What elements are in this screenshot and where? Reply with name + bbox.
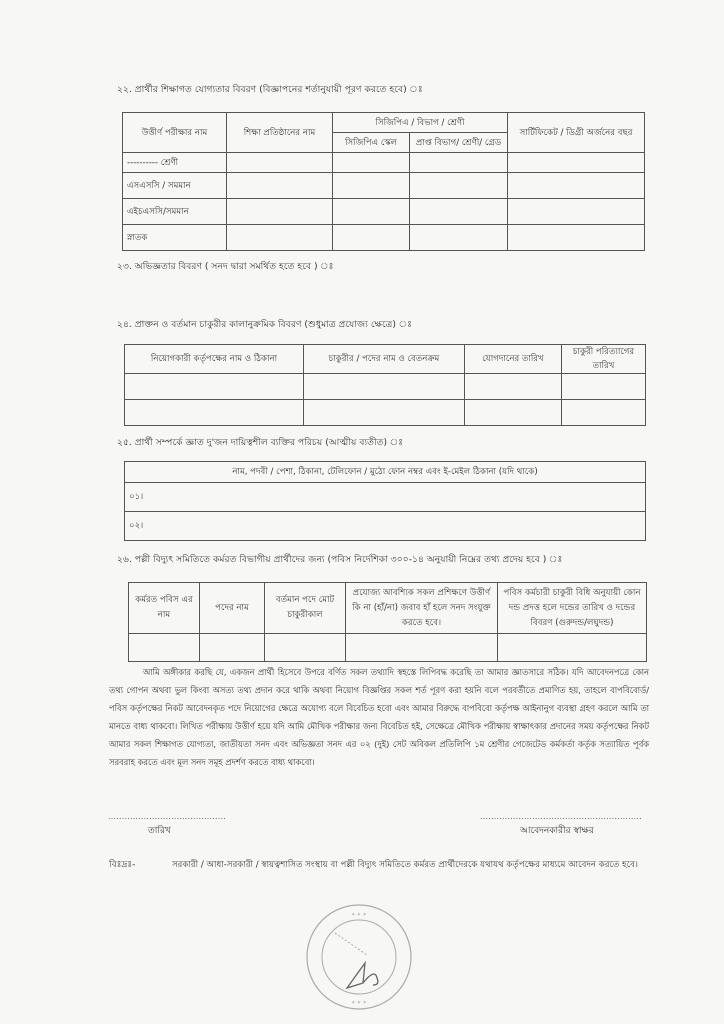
header-exam-name: উত্তীর্ণ পরীক্ষার নাম [123, 113, 227, 153]
table-row [129, 634, 647, 662]
applicant-signature-label: আবেদনকারীর স্বাক্ষর [520, 826, 594, 836]
section-25-title: ২৫. প্রার্থী সম্পর্কে জ্ঞাত দু'জন দায়িত্বশীল ব্যক্তির পরিচয় (আত্মীয় ব্যতীত) ঃ [117, 437, 404, 448]
header-training: প্রযোজ্য আবশ্যিক সকল প্রশিক্ষণে উত্তীর্ণ কি না (হাঁ/না) জবাব হাঁ হলে সনদ সংযুক্ত করতে হবে। [346, 583, 498, 634]
input-cell[interactable] [227, 199, 333, 225]
header-leaving-date: চাকুরী পরিত্যাগের তারিখ [562, 345, 646, 374]
row-label: স্নাতক [123, 225, 227, 251]
input-cell[interactable] [562, 374, 646, 400]
input-cell[interactable] [304, 374, 465, 400]
header-reference-details: নাম, পদবী / পেশা, ঠিকানা, টেলিফোন / মুঠো ফোন নম্বর এবং ই-মেইল ঠিকানা (যদি থাকে) [125, 462, 646, 483]
section-23-title: ২৩. অভিজ্ঞতার বিবরণ ( সনদ দ্বারা সমর্থিত হতে হবে ) ঃ [117, 261, 334, 272]
table-row [125, 374, 646, 400]
input-cell[interactable] [227, 173, 333, 199]
declaration-paragraph [109, 663, 649, 771]
header-gpa-scale: সিজিপিএ স্কেল [333, 133, 410, 153]
row-label: ---------- শ্রেণী [123, 153, 227, 173]
input-cell[interactable] [333, 153, 410, 173]
input-cell[interactable] [227, 153, 333, 173]
input-cell[interactable] [508, 153, 645, 173]
date-label: তারিখ [148, 826, 171, 836]
table-row [123, 173, 645, 199]
input-cell[interactable] [465, 374, 562, 400]
header-service-length: বর্তমান পদে মোট চাকুরীকাল [265, 583, 346, 634]
note-text: সরকারী / আধা-সরকারী / স্বায়ত্বশাসিত সংস্থায় বা পল্লী বিদ্যুৎ সমিতিতে কর্মরত প্রার্থীদেরকে যথাযথ কর্তৃপক্ষের মাধ্যমে আবেদন করতে হবে। [172, 860, 638, 870]
input-cell[interactable] [333, 199, 410, 225]
input-cell[interactable] [200, 634, 265, 662]
input-cell[interactable] [410, 173, 508, 199]
header-institution: শিক্ষা প্রতিষ্ঠানের নাম [227, 113, 333, 153]
table-row [123, 199, 645, 225]
signature-line[interactable]: ........................................................... [480, 812, 642, 821]
table-row [123, 225, 645, 251]
note-label: বিঃদ্রঃ- [109, 860, 136, 870]
header-gpa-group: সিজিপিএ / বিভাগ / শ্রেণী [333, 113, 508, 133]
header-post-name: পদের নাম [200, 583, 265, 634]
table-row [125, 483, 646, 512]
header-employer: নিয়োগকারী কর্তৃপক্ষের নাম ও ঠিকানা [125, 345, 304, 374]
row-label: এসএসসি / সমমান [123, 173, 227, 199]
svg-text:✶ ✶ ✶: ✶ ✶ ✶ [351, 912, 367, 918]
input-cell[interactable] [125, 374, 304, 400]
input-cell[interactable] [304, 400, 465, 426]
svg-text:✶ ✶ ✶: ✶ ✶ ✶ [351, 1000, 367, 1006]
references-table [124, 461, 646, 541]
row-label: এইচএসসি/সমমান [123, 199, 227, 225]
header-penalty: পবিস কর্মচারী চাকুরী বিধি অনুযায়ী কোন দন্ড প্রদত্ত হলে দন্ডের তারিখ ও দন্ডের বিবরণ (গুরুদন্ড/লঘুদন্ড) [498, 583, 647, 634]
input-cell[interactable] [410, 153, 508, 173]
education-table [122, 112, 645, 251]
input-cell[interactable] [346, 634, 498, 662]
reference-2-field[interactable]: ০২। [125, 512, 646, 541]
header-obtained: প্রাপ্ত বিভাগ/ শ্রেণী/ গ্রেড [410, 133, 508, 153]
input-cell[interactable] [410, 225, 508, 251]
header-pbs-name: কর্মরত পবিস এর নাম [129, 583, 200, 634]
pbs-employee-table [128, 582, 647, 662]
table-row [125, 400, 646, 426]
input-cell[interactable] [410, 199, 508, 225]
input-cell[interactable] [498, 634, 647, 662]
input-cell[interactable] [508, 199, 645, 225]
header-post-salary: চাকুরীর / পদের নাম ও বেতনক্রম [304, 345, 465, 374]
reference-1-field[interactable]: ০১। [125, 483, 646, 512]
header-cert-year: সার্টিফিকেট / ডিগ্রী অর্জনের বছর [508, 113, 645, 153]
section-24-title: ২৪. প্রাক্তন ও বর্তমান চাকুরীর কালানুক্রমিক বিবরণ (শুধুমাত্র প্রযোজ্য ক্ষেত্রে) ঃ [117, 319, 413, 330]
table-row [123, 153, 645, 173]
official-seal-icon [305, 903, 413, 1011]
header-joining-date: যোগদানের তারিখ [465, 345, 562, 374]
date-line[interactable]: ........................................... [108, 812, 226, 821]
declaration-text: আমি অঙ্গীকার করছি যে, একজন প্রার্থী হিসেবে উপরে বর্ণিত সকল তথ্যাদি স্বহস্তে লিপিবদ্ধ করেছি তা আমার জ্ঞাতসারে সঠিক। যদি আবেদনপত্রে কোন তথ্য গোপন অথবা ভুল কিংবা অসত্য তথ্য প্রদান করে থাকি অথবা নিয়োগ বিজ্ঞপ্তির সকল শর্ত পূরণ করা হয়নি বলে পরবর্তীতে প্রমাণিত হয়, তাহলে বাপবিবোর্ড/ পবিস কর্তৃপক্ষের নিকট আবেদনকৃত পদে নিয়োগের ক্ষেত্রে অযোগ্য বলে বিবেচিত হবো এবং আমার বিরুদ্ধে বাপবিবো কর্তৃপক্ষ আইনানুগ ব্যবস্থা গ্রহণ করলে আমি তা মানতে বাধ্য থাকবো। লিখিত পরীক্ষায় উত্তীর্ণ হয়ে যদি আমি মৌখিক পরীক্ষার জন্য বিবেচিত হই, সেক্ষেত্রে মৌখিক পরীক্ষায় স্বাক্ষাৎকার প্রদানের সময় কর্তৃপক্ষের নিকট আমার সকল শিক্ষাগত যোগ্যতা, জাতীয়তা সনদ এবং অভিজ্ঞতা সনদ এর ০২ (দুই) সেট অবিকল প্রতিলিপি ১ম শ্রেণীর গেজেটেড কর্মকর্তা কর্তৃক সত্যায়িত পূর্বক সরবরাহ করতে এবং মূল সনদ সমূহ প্রদর্শণ করতে বাধ্য থাকবো। [109, 667, 649, 767]
input-cell[interactable] [125, 400, 304, 426]
input-cell[interactable] [562, 400, 646, 426]
section-22-title: ২২. প্রার্থীর শিক্ষাগত যোগ্যতার বিবরণ (বিজ্ঞাপনের শর্তানুযায়ী পূরণ করতে হবে) ঃ [117, 84, 423, 95]
input-cell[interactable] [508, 173, 645, 199]
input-cell[interactable] [227, 225, 333, 251]
input-cell[interactable] [265, 634, 346, 662]
input-cell[interactable] [129, 634, 200, 662]
folded-page-corner [664, 0, 724, 1024]
section-26-title: ২৬. পল্লী বিদ্যুৎ সমিতিতে কর্মরত বিভাগীয় প্রার্থীদের জন্য (পবিস নির্দেশিকা ৩০০-১৪ অনুযায়ী নিম্নের তথ্য প্রদেয় হবে ) ঃ [117, 554, 563, 565]
employment-history-table [124, 344, 646, 426]
input-cell[interactable] [508, 225, 645, 251]
input-cell[interactable] [333, 173, 410, 199]
table-row [125, 512, 646, 541]
input-cell[interactable] [465, 400, 562, 426]
input-cell[interactable] [333, 225, 410, 251]
